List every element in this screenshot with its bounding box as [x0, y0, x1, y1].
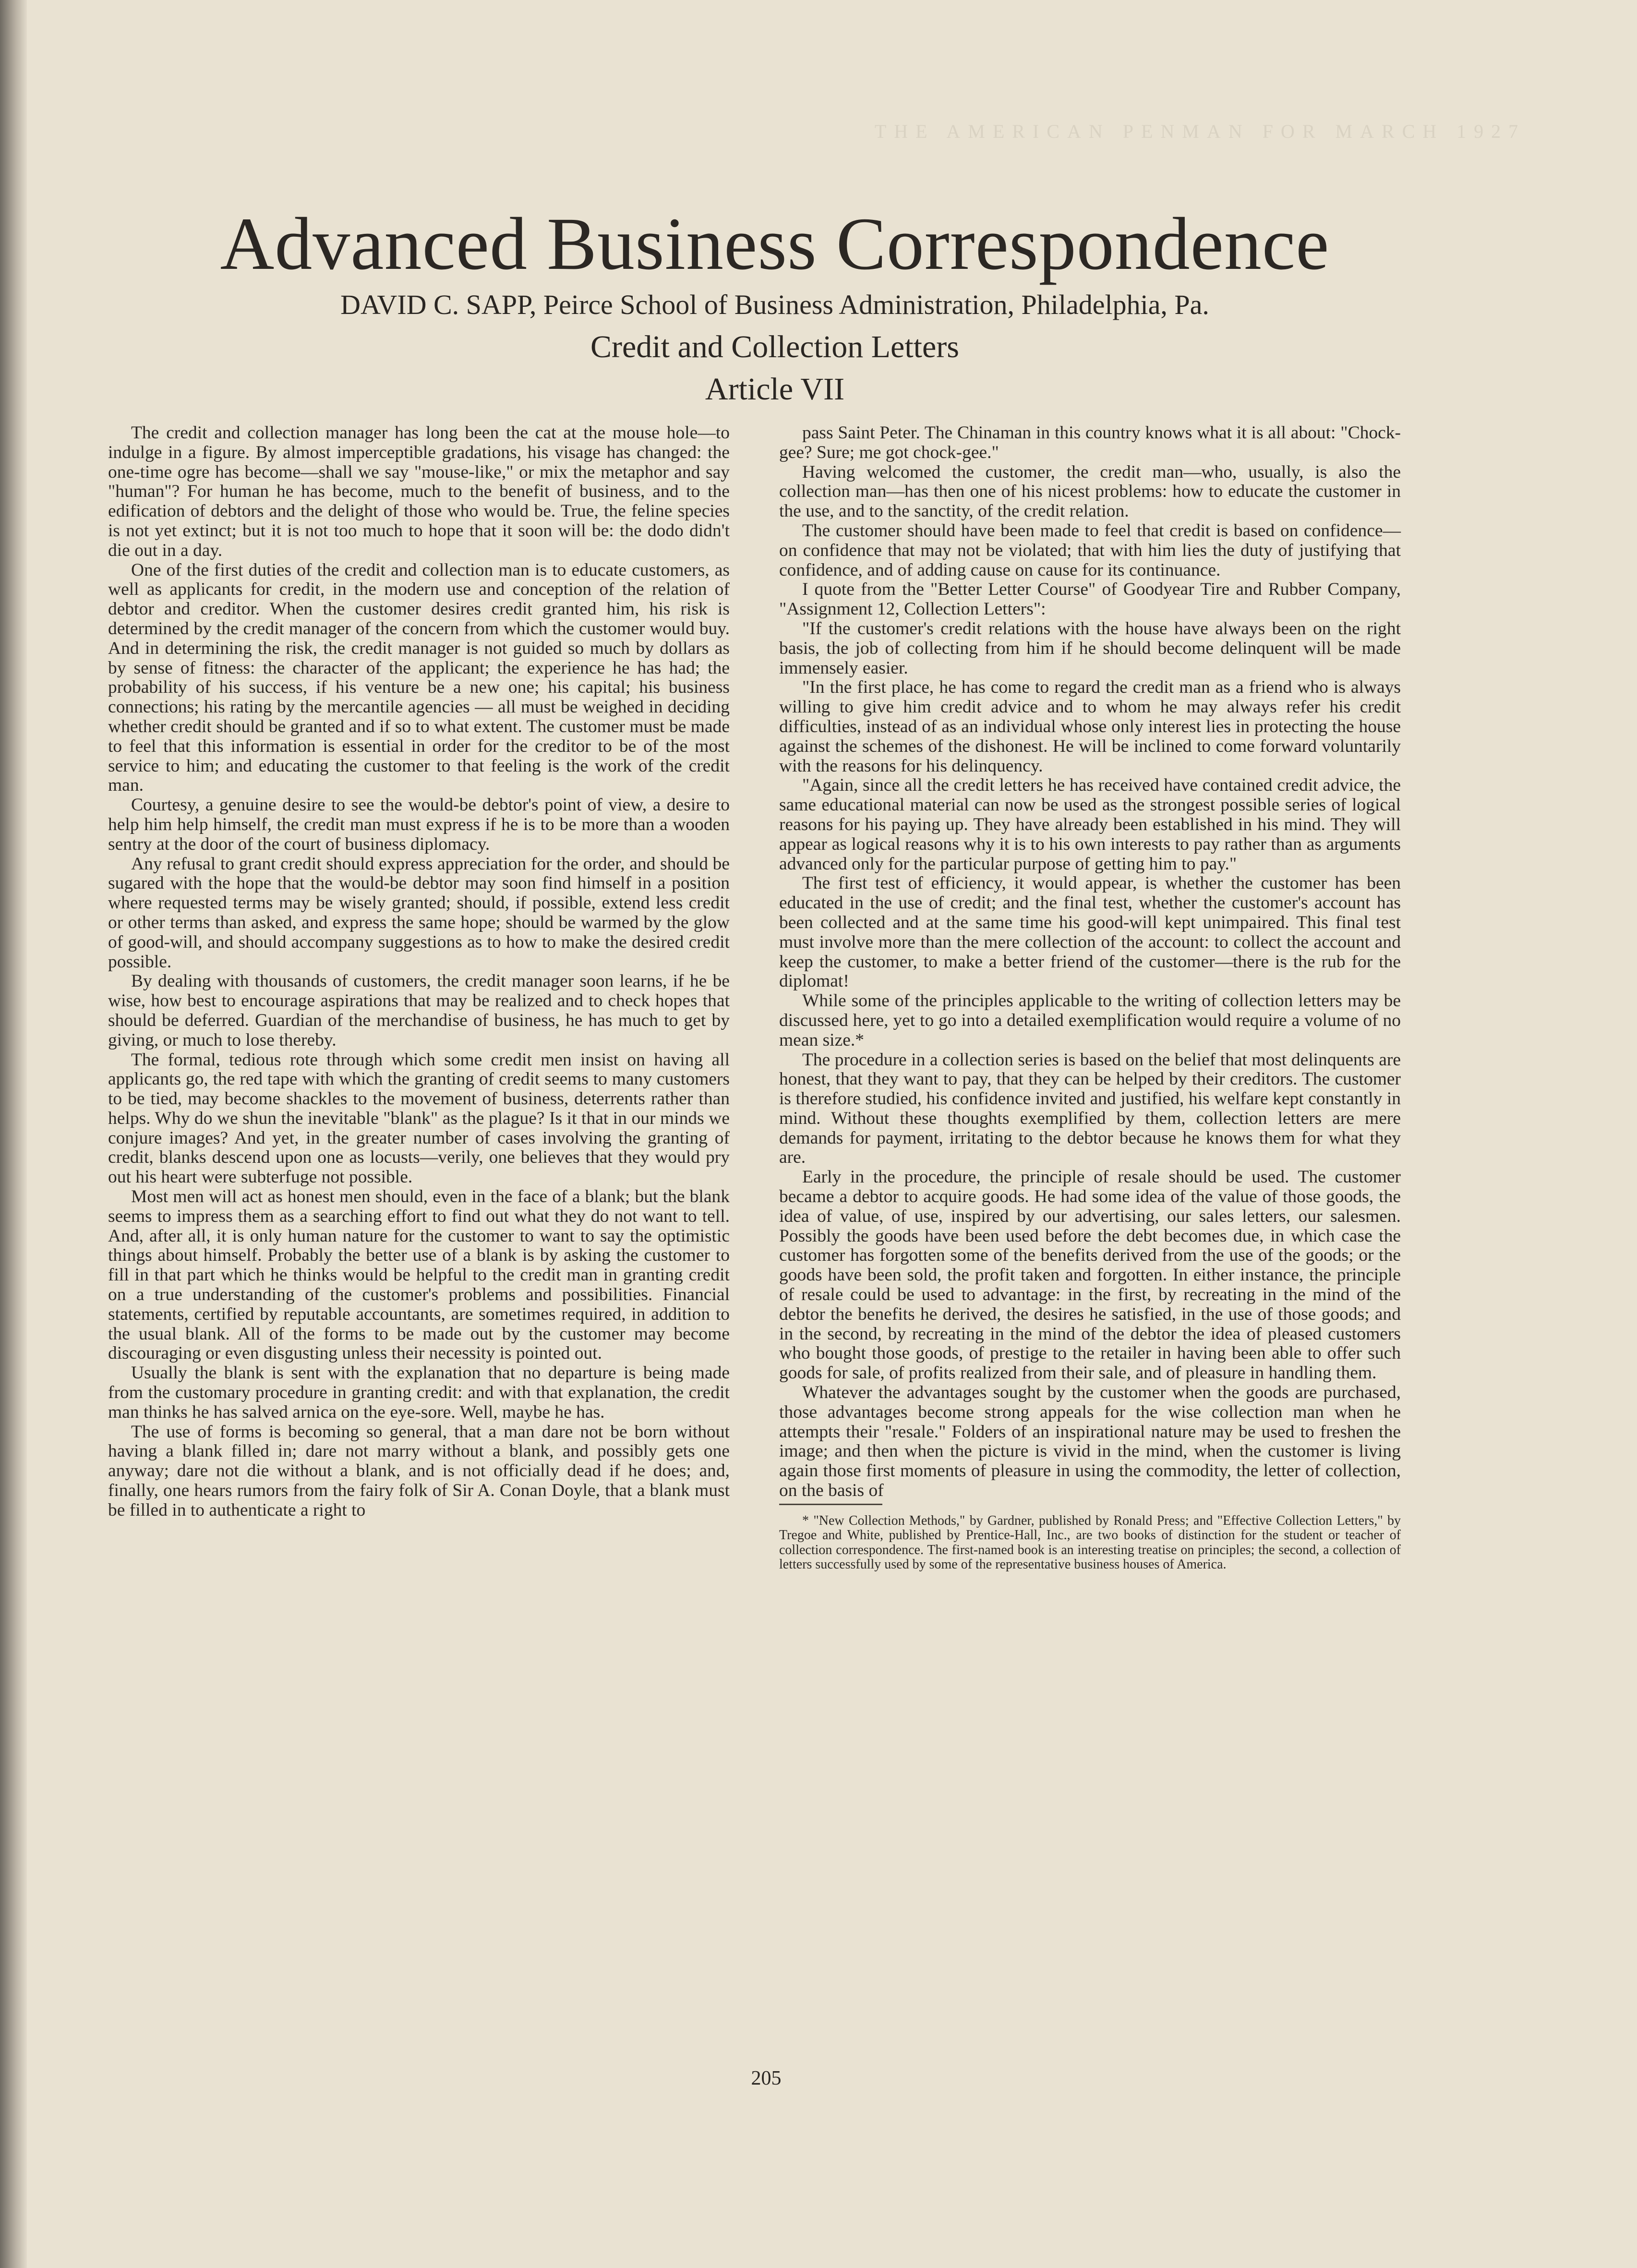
- author-byline: DAVID C. SAPP, Peirce School of Business Administration, Philadelphia, Pa.: [340, 289, 1209, 320]
- paragraph: The customer should have been made to feel that credit is based on confidence—on confidence that may not be violated; that with him lies the duty of justifying that confidence, and of adding cause on cause for its continuance.: [779, 520, 1401, 580]
- paragraph: "Again, since all the credit letters he has received have contained credit advice, the same educational material can now be used as the strongest possible series of logical reasons for his paying up. They have already been established in his mind. They will appear as logical reasons why it is to his own interests to pay rather than as arguments advanced only for the particular purpose of getting him to pay.": [779, 775, 1401, 874]
- paragraph: Any refusal to grant credit should express appreciation for the order, and should be sugared with the hope that the would-be debtor may soon find himself in a position where requested terms may be wisely granted; should, if possible, extend less credit or other terms than asked, and express the same hope; should be warmed by the glow of good-will, and should accompany suggestions as to how to make the desired credit possible.: [108, 854, 730, 972]
- paragraph: "If the customer's credit relations with the house have always been on the right basis, the job of collecting from him if he should become delinquent will be made immensely easier.: [779, 618, 1401, 678]
- article-number: Article VII: [705, 372, 845, 407]
- paragraph: I quote from the "Better Letter Course" of Goodyear Tire and Rubber Company, "Assignment 12, Collection Letters":: [779, 579, 1401, 619]
- article-subtitle: Credit and Collection Letters: [590, 329, 959, 364]
- paragraph: The first test of efficiency, it would appear, is whether the customer has been educated in the use of credit; and the final test, whether the customer's account has been collected and at the same time his good-will kept unimpaired. This final test must involve more than the mere collection of the account: to collect the account and keep the customer, to make a better friend of the customer—there is the rub for the diplomat!: [779, 873, 1401, 991]
- paragraph: Courtesy, a genuine desire to see the would-be debtor's point of view, a desire to help him help himself, the credit man must express if he is to be more than a wooden sentry at the door of the court of business diplomacy.: [108, 795, 730, 854]
- paragraph: Most men will act as honest men should, even in the face of a blank; but the blank seems to impress them as a searching effort to find out what they do not want to tell. And, after all, it is only human nature for the customer to want to say the optimistic things about himself. Probably the better use of a blank is by asking the customer to fill in that part which he thinks would be helpful to the credit man in granting credit on a true understanding of the customer's problems and possibilities. Financial statements, certified by reputable accountants, are sometimes required, in addition to the usual blank. All of the forms to be made out by the customer may become discouraging or even disgusting unless their necessity is pointed out.: [108, 1187, 730, 1363]
- paragraph: Usually the blank is sent with the explanation that no departure is being made from the customary procedure in granting credit: and with that explanation, the credit man thinks he has salved arnica on the eye-sore. Well, maybe he has.: [108, 1363, 730, 1422]
- footnote-rule: [779, 1504, 882, 1505]
- right-column: [779, 423, 1401, 1572]
- page-number: 205: [751, 2067, 782, 2089]
- running-head-bleedthrough: THE AMERICAN PENMAN FOR MARCH 1927: [874, 121, 1526, 142]
- article-title: Advanced Business Correspondence: [220, 202, 1330, 285]
- book-gutter-shadow: [0, 0, 27, 2268]
- paragraph: One of the first duties of the credit and collection man is to educate customers, as well as applicants for credit, in the modern use and conception of the relation of debtor and creditor. When the customer desires credit granted him, his risk is determined by the credit manager of the concern from which the customer would buy. And in determining the risk, the credit manager is not guided so much by dollars as by sense of fitness: the character of the applicant; the experience he has had; the probability of his success, if his venture be a new one; his capital; his business connections; his rating by the mercantile agencies — all must be weighed in deciding whether credit should be granted and if so to what extent. The customer must be made to feel that this information is essential in order for the creditor to be of the most service to him; and educating the customer to that feeling is the work of the credit man.: [108, 560, 730, 796]
- paragraph: The use of forms is becoming so general, that a man dare not be born without having a blank filled in; dare not marry without a blank, and possibly gets one anyway; dare not die without a blank, and is not officially dead if he does; and, finally, one hears rumors from the fairy folk of Sir A. Conan Doyle, that a blank must be filled in to authenticate a right to: [108, 1422, 730, 1520]
- paragraph: The formal, tedious rote through which some credit men insist on having all applicants go, the red tape with which the granting of credit seems to many customers to be tied, may become shackles to the movement of business, deterrents rather than helps. Why do we shun the inevitable "blank" as the plague? Is it that in our minds we conjure images? And yet, in the greater number of cases involving the granting of credit, blanks descend upon one as locusts—verily, one believes that they would pry out his heart were subterfuge not possible.: [108, 1050, 730, 1187]
- paragraph: Early in the procedure, the principle of resale should be used. The customer became a debtor to acquire goods. He had some idea of the value of those goods, the idea of value, of use, inspired by our advertising, our sales letters, our salesmen. Possibly the goods have been used before the debt becomes due, in which case the customer has forgotten some of the benefits derived from the use of the goods; or the goods have been sold, the profit taken and forgotten. In either instance, the principle of resale could be used to advantage: in the first, by recreating in the mind of the debtor the benefits he derived, the desires he satisfied, in the use of those goods; and in the second, by recreating in the mind of the debtor the idea of pleased customers who bought those goods, of prestige to the retailer in having been able to offer such goods for sale, of profits realized from their sale, and of pleasure in handling them.: [779, 1167, 1401, 1383]
- footnote: * "New Collection Methods," by Gardner, published by Ronald Press; and "Effective Collection Letters," by Tregoe and White, published by Prentice-Hall, Inc., are two books of distinction for the student or teacher of collection correspondence. The first-named book is an interesting treatise on principles; the second, a collection of letters successfully used by some of the representative business houses of America.: [779, 1513, 1401, 1572]
- paragraph: Having welcomed the customer, the credit man—who, usually, is also the collection man—has then one of his nicest problems: how to educate the customer in the use, and to the sanctity, of the credit relation.: [779, 462, 1401, 521]
- paragraph: By dealing with thousands of customers, the credit manager soon learns, if he be wise, how best to encourage aspirations that may be realized and to check hopes that should be deferred. Guardian of the merchandise of business, he has much to get by giving, or much to lose thereby.: [108, 971, 730, 1050]
- left-column: [108, 423, 730, 1520]
- paragraph: The procedure in a collection series is based on the belief that most delinquents are honest, that they want to pay, that they can be helped by their creditors. The customer is therefore studied, his confidence invited and justified, his welfare kept constantly in mind. Without these thoughts exemplified by them, collection letters are mere demands for payment, irritating to the debtor because he knows them for what they are.: [779, 1050, 1401, 1168]
- paragraph: "In the first place, he has come to regard the credit man as a friend who is always willing to give him credit advice and to whom he may always refer his credit difficulties, instead of as an individual whose only interest lies in protecting the house against the schemes of the dishonest. He will be inclined to come forward voluntarily with the reasons for his delinquency.: [779, 677, 1401, 776]
- paragraph: While some of the principles applicable to the writing of collection letters may be discussed here, yet to go into a detailed exemplification would require a volume of no mean size.*: [779, 991, 1401, 1050]
- paragraph: The credit and collection manager has long been the cat at the mouse hole—to indulge in a figure. By almost imperceptible gradations, his visage has changed: the one-time ogre has become—shall we say "mouse-like," or mix the metaphor and say "human"? For human he has become, much to the benefit of business, and to the edification of debtors and the delight of those who would be. True, the feline species is not yet extinct; but it is not too much to hope that it soon will be: the dodo didn't die out in a day.: [108, 423, 730, 560]
- paragraph: pass Saint Peter. The Chinaman in this country knows what it is all about: "Chock-gee? Sure; me got chock-gee.": [779, 423, 1401, 462]
- paragraph: Whatever the advantages sought by the customer when the goods are purchased, those advantages become strong appeals for the wise collection man when he attempts their "resale." Folders of an inspirational nature may be used to freshen the image; and then when the picture is vivid in the mind, when the customer is living again those first moments of pleasure in using the commodity, the letter of collection, on the basis of: [779, 1383, 1401, 1501]
